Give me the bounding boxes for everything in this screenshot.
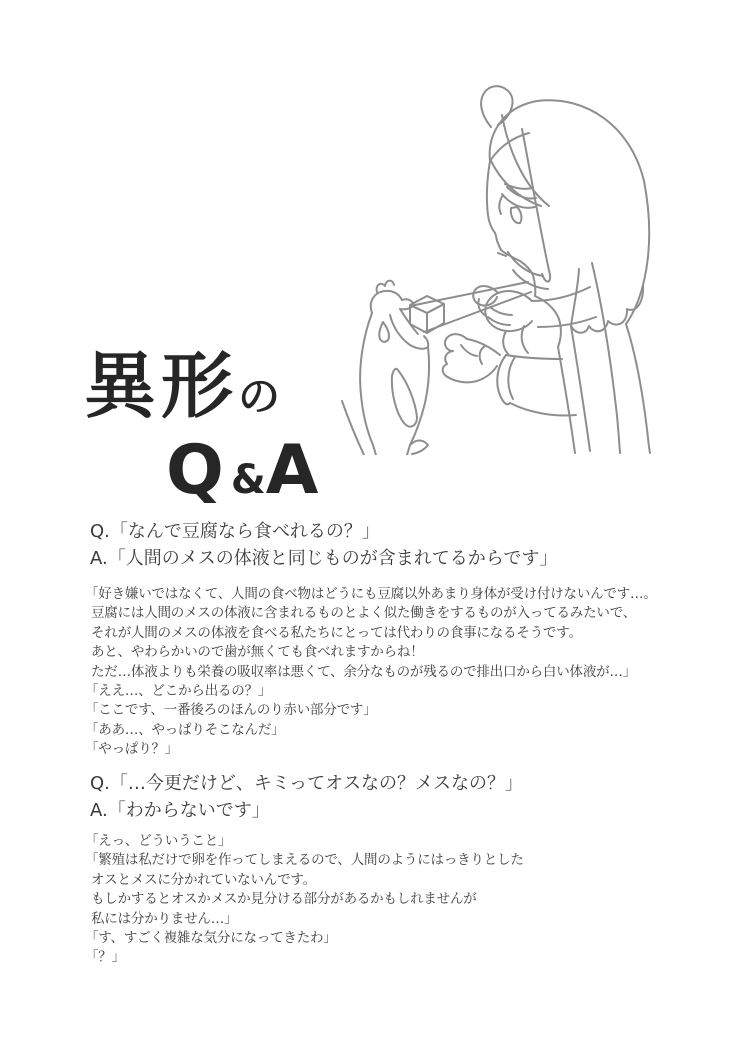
dialogue-line: 「ええ…、どこから出るの？」 — [85, 683, 272, 700]
sweat-drop-icon — [379, 322, 389, 342]
dialogue-line: 豆腐には人間のメスの体液に含まれるものとよく似た働きをするものが入ってるみたいで、 — [91, 605, 637, 622]
dialogue-block-2 — [85, 832, 524, 968]
creature-body — [342, 313, 429, 455]
girl-hand-lower — [443, 334, 500, 382]
dialogue-line: 「？」 — [85, 949, 125, 966]
title-kanji: 異形 — [84, 344, 239, 428]
title-q: Q — [166, 431, 231, 510]
dialogue-line: あと、やわらかいので歯が無くても食べれますからね！ — [91, 644, 424, 661]
dialogue-line: 「えっ、どういうこと」 — [85, 833, 232, 849]
qa-block-2 — [90, 770, 523, 824]
girl-hand-upper — [473, 286, 532, 331]
creature-head — [371, 291, 402, 313]
page-title-line1 — [84, 344, 281, 428]
dialogue-line: 「す、すごく複雑な気分になってきたわ」 — [85, 930, 337, 947]
dialogue-block-1 — [85, 585, 657, 760]
dialogue-line: それが人間のメスの体液を食べる私たちにとっては代わりの食事になるそうです。 — [91, 624, 582, 641]
creature-flipper — [392, 369, 417, 427]
dialogue-line: 「繁殖は私だけで卵を作ってしまえるので、人間のようにはっきりとした — [85, 852, 524, 869]
dialogue-line: オスとメスに分かれていないんです。 — [91, 871, 316, 888]
dialogue-line: 「好き嫌いではなくて、人間の食べ物はどうにも豆腐以外あまり身体が受け付けないんです…。 — [85, 586, 657, 602]
title-ampersand: & — [230, 457, 266, 503]
dialogue-line: もしかするとオスかメスか見分ける部分があるかもしれませんが — [91, 891, 477, 908]
girl-figure — [443, 86, 650, 453]
girl-body — [508, 252, 650, 453]
qa1-answer-line: A.「人間のメスの体液と同じものが含まれてるからです」 — [90, 548, 558, 569]
girl-ahoge — [481, 86, 512, 127]
title-particle: の — [238, 372, 281, 421]
dialogue-line: ただ…体液よりも栄養の吸収率は悪くて、余分なものが残るので排出口から白い体液が…」 — [91, 663, 637, 680]
chopsticks — [415, 282, 531, 332]
illustration-girl-feeding-creature — [340, 55, 736, 455]
qa1-question-line: Q.「なんで豆腐なら食べれるの？」 — [90, 521, 380, 542]
dialogue-line: 「やっぱり？」 — [85, 741, 179, 758]
page-title-line2 — [166, 431, 326, 510]
dialogue-line: 私には分かりません…」 — [91, 910, 238, 927]
creature-tail — [410, 441, 428, 455]
girl-arms — [443, 286, 596, 415]
qa-block-1 — [90, 518, 558, 572]
dialogue-line: 「ああ…、やっぱりそこなんだ」 — [85, 721, 285, 738]
qa2-question-line: Q.「…今更だけど、キミってオスなの？メスなの？」 — [90, 773, 523, 794]
title-a: A — [265, 431, 326, 510]
dialogue-line: 「ここです、一番後ろのほんのり赤い部分です」 — [85, 702, 377, 719]
qa2-answer-line: A.「わからないです」 — [90, 800, 270, 821]
